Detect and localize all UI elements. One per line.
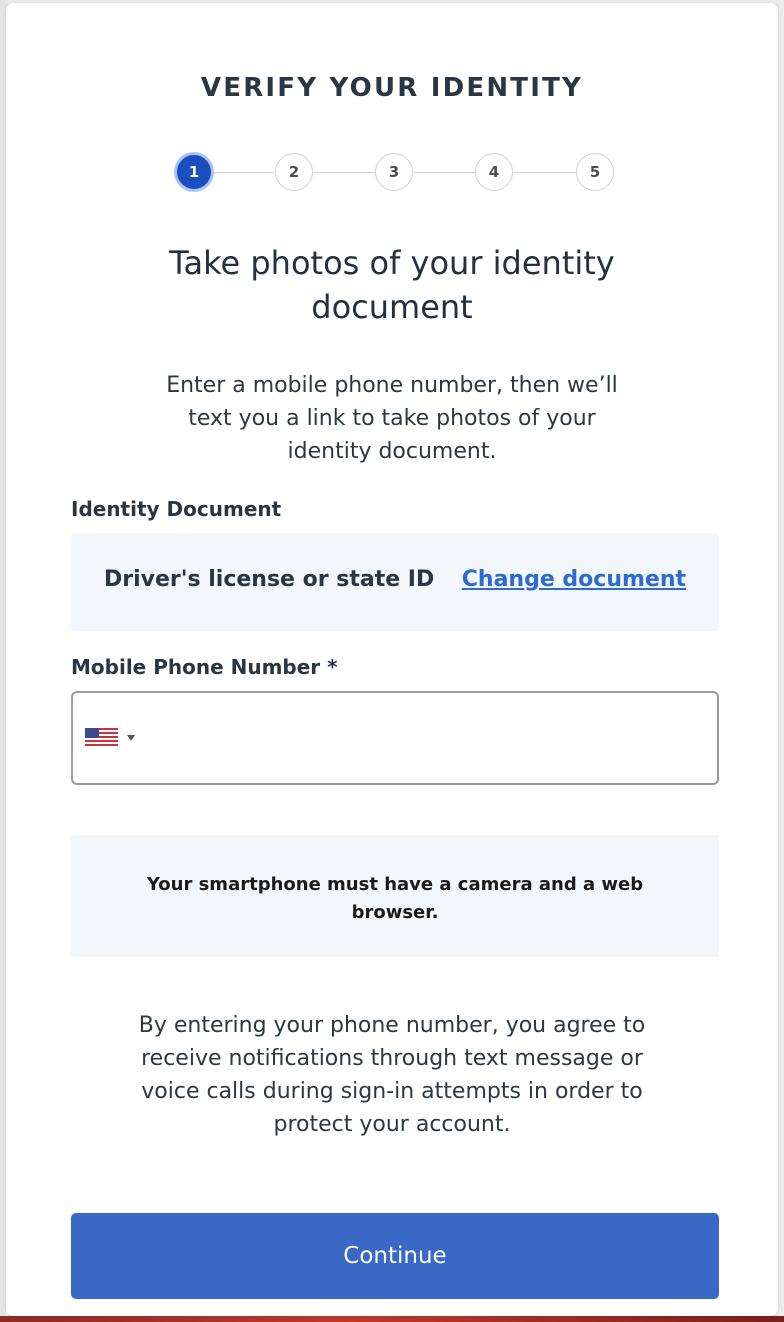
notice-text: Your smartphone must have a camera and a web browser. [146,874,644,923]
page-title [6,241,778,329]
phone-field [71,691,719,785]
us-flag-icon [85,728,118,748]
notice-box [71,835,719,957]
consent-text: By entering your phone number, you agree to receive notifications through text message or voice calls during sign-in attempts in order to protect your account. [138,1013,646,1137]
change-document-link[interactable]: Change document [461,567,686,592]
page-title-line-2: document [311,288,473,326]
step-connector [214,172,274,173]
verification-card [6,3,778,1316]
step-1: 1 [174,152,214,192]
country-code-select[interactable] [85,726,143,750]
browser-bottom-strip [0,1316,784,1322]
step-3: 3 [375,153,413,191]
step-4: 4 [475,153,513,191]
step-5: 5 [576,153,614,191]
step-connector [414,172,476,173]
page-heading: VERIFY YOUR IDENTITY [200,73,584,103]
continue-button[interactable]: Continue [71,1213,719,1299]
page-title-line-1: Take photos of your identity [169,244,615,282]
mobile-phone-label: Mobile Phone Number * [71,655,338,679]
identity-document-box [71,533,719,631]
step-connector [514,172,576,173]
step-2: 2 [275,153,313,191]
identity-document-label: Identity Document [71,497,282,521]
step-indicator [6,151,778,195]
phone-input[interactable] [153,711,707,767]
intro-text: Enter a mobile phone number, then we’ll text you a link to take photos of your identity document. [166,373,618,464]
step-connector [314,172,376,173]
selected-document: Driver's license or state ID [104,567,435,592]
chevron-down-icon [127,735,135,741]
